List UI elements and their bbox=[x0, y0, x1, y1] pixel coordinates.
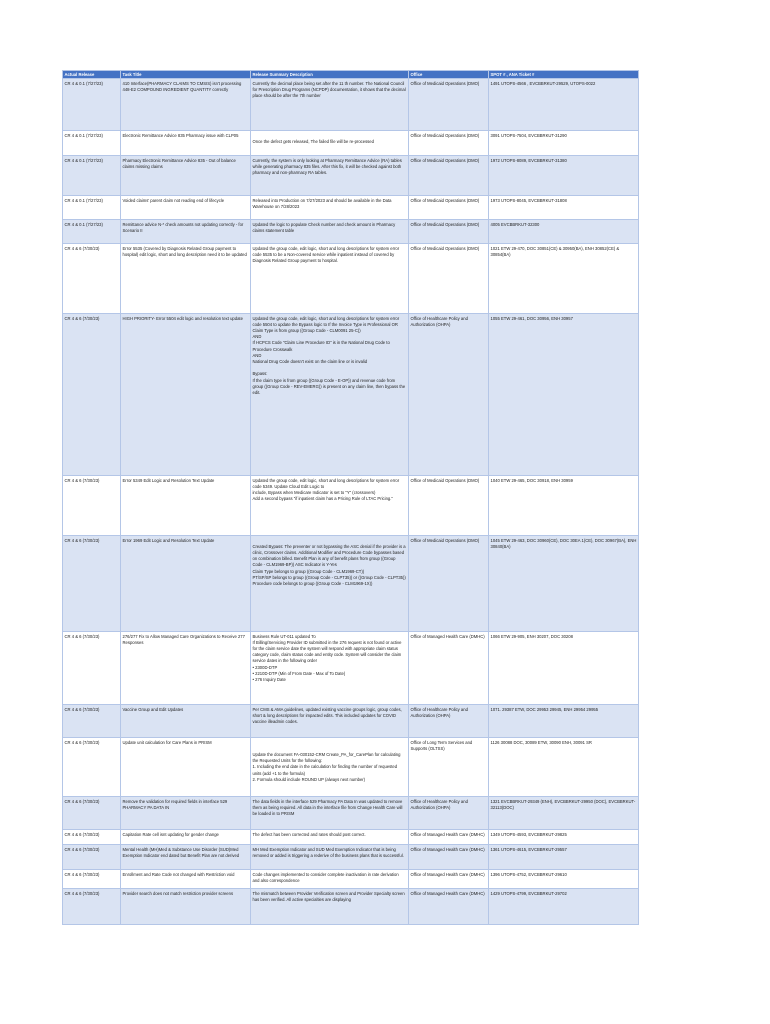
cell-release-summary[interactable]: Currently the decimal place being set after the 11 th number. The National Council for Prescription Drug Programs (NCPDP) documentation, it shows that the decimal place should be after the 7th number bbox=[251, 79, 409, 131]
header-row bbox=[63, 71, 639, 79]
cell-release-summary[interactable]: Updated the logic to populate Check number and check amount in Pharmacy claims statement table bbox=[251, 220, 409, 244]
cell-office[interactable]: Office of Long Term Services and Supports (OLTSS) bbox=[409, 738, 489, 797]
table-row bbox=[63, 476, 639, 536]
cell-task-title[interactable]: Electronic Remittance Advice 835 Pharmacy issue with CLP05 bbox=[121, 131, 251, 156]
cell-task-title[interactable]: Pharmacy Electronic Remittance Advice 835 - Out of balance claims missing claims bbox=[121, 156, 251, 196]
cell-task-title[interactable]: Capitation Rate cell isnt updating for gender change bbox=[121, 830, 251, 845]
cell-spot-ana-ticket[interactable]: 1349 UTOPS-4593, EVCBBRKUT-29825 bbox=[489, 830, 639, 845]
cell-actual-release[interactable]: CR 4 & 6 (7/30/23) bbox=[63, 314, 121, 476]
cell-spot-ana-ticket[interactable]: 1045 ETW 29-463, DOC 30960(CE), DOC 30EA 1(CE), DOC 30967(BA), ENH 30840(BA) bbox=[489, 536, 639, 632]
cell-spot-ana-ticket[interactable]: 1126 30088 DOC, 30089 ETW, 30090 ENH, 30091 SR bbox=[489, 738, 639, 797]
header-office[interactable]: Office bbox=[409, 71, 489, 79]
cell-task-title[interactable]: Update unit calculation for Care Plans in PRISM bbox=[121, 738, 251, 797]
cell-spot-ana-ticket[interactable]: 1066 ETW 29-905, ENH 30207, DOC 30208 bbox=[489, 632, 639, 705]
cell-release-summary[interactable]: The mismatch between Provider Verification screen and Provider Specialty screen has been verified. All active specialties are displaying bbox=[251, 889, 409, 925]
spreadsheet bbox=[62, 70, 638, 925]
cell-spot-ana-ticket[interactable]: 3091 UTOPS-7504, EVCBBRKUT-31290 bbox=[489, 131, 639, 156]
cell-office[interactable]: Office of Managed Health Care (DMHC) bbox=[409, 632, 489, 705]
cell-actual-release[interactable]: CR 4 & 0.1 (7/27/23) bbox=[63, 131, 121, 156]
cell-office[interactable]: Office of Medicaid Operations (DMO) bbox=[409, 220, 489, 244]
cell-spot-ana-ticket[interactable]: 1021 ETW 29-470, DOC 30851(CE) & 30950(BA), ENH 30852(CE) & 30854(BA) bbox=[489, 244, 639, 314]
cell-release-summary[interactable]: Code changes implemented to consider complete inactivation in rate derivation and also correspondence bbox=[251, 870, 409, 889]
table-row bbox=[63, 79, 639, 131]
cell-spot-ana-ticket[interactable]: 1973 UTOPS-8045, EVCBBRKUT-31808 bbox=[489, 196, 639, 220]
cell-spot-ana-ticket[interactable]: 1361 UTOPS-4615, EVCBBRKUT-29557 bbox=[489, 845, 639, 870]
header-release-summary[interactable]: Release Summary Description bbox=[251, 71, 409, 79]
cell-release-summary[interactable]: Updated the group code, edit logic, short and long descriptions for system error code 5349. Update Cloud Edit Logic to include, Bypass when Medicare Indicator is set to "Y" (crossovers) Add a second bypass "if inpatient claim has a Pricing Rule of LTAC Pricing." bbox=[251, 476, 409, 536]
cell-release-summary[interactable]: Update the document FA-030152-CRM Create_PA_for_CarePlan for calculating the Requested Units for the following: 1. Including the end date in the calculation for finding the number of requested units (add +1 to the formula) 2. Formula should include ROUND UP (always next number) bbox=[251, 738, 409, 797]
cell-release-summary[interactable]: MH Med Exemption Indicator and SUD Med Exemption Indicator that is being removed or added is triggering a rederive of the business plans that is successful. bbox=[251, 845, 409, 870]
cell-actual-release[interactable]: CR 4 & 6 (7/30/23) bbox=[63, 797, 121, 830]
cell-spot-ana-ticket[interactable]: 1055 ETW 29-461, DOC 30956, ENH 30957 bbox=[489, 314, 639, 476]
cell-task-title[interactable]: Enrollment and Rate Code not changed with Restriction void bbox=[121, 870, 251, 889]
cell-actual-release[interactable]: CR 4 & 6 (7/30/23) bbox=[63, 830, 121, 845]
cell-office[interactable]: Office of Medicaid Operations (DMO) bbox=[409, 79, 489, 131]
cell-actual-release[interactable]: CR 4 & 6 (7/30/23) bbox=[63, 632, 121, 705]
cell-office[interactable]: Office of Medicaid Operations (DMO) bbox=[409, 244, 489, 314]
cell-release-summary[interactable]: Per CMS & AMA guidelines, updated existing vaccine groups logic, group codes, short & long descriptions for impacted edits. This included updates for COVID vaccine illeadmin codes. bbox=[251, 705, 409, 738]
cell-spot-ana-ticket[interactable]: 1040 ETW 29-465, DOC 30918, ENH 30959 bbox=[489, 476, 639, 536]
table-row bbox=[63, 220, 639, 244]
table-row bbox=[63, 536, 639, 632]
cell-task-title[interactable]: Mental Health (MH)Med & Substance Use Disorder (SUD)Med Exemption Indicator end dated but Benefit Plan are not derived bbox=[121, 845, 251, 870]
cell-release-summary[interactable]: Currently, the system is only looking at Pharmacy Remittance Advice (RA) tables while generating pharmacy 835 files. After this fix, it will be checked against both pharmacy and non-pharmacy RA tables. bbox=[251, 156, 409, 196]
cell-release-summary[interactable]: Updated the group code, edit logic, short and long descriptions for system error code 5535 to be a Non-covered service while inpatient instead of covered by Diagnosis Related Group payment to hospital. bbox=[251, 244, 409, 314]
cell-spot-ana-ticket[interactable]: 1429 UTOPS-4799, EVCBBRKUT-29702 bbox=[489, 889, 639, 925]
cell-actual-release[interactable]: CR 4 & 6 (7/30/23) bbox=[63, 889, 121, 925]
cell-release-summary[interactable]: The data fields in the interface 529 Pharmacy PA Data In was updated to remove them as being required. All data in the interface file from Change Health Care will be loaded in to PRISM bbox=[251, 797, 409, 830]
cell-spot-ana-ticket[interactable]: 1972 UTOPS-8089, EVCBBRKUT-31380 bbox=[489, 156, 639, 196]
cell-actual-release[interactable]: CR 4 & 6 (7/30/23) bbox=[63, 705, 121, 738]
cell-release-summary[interactable]: Released into Production on 7/27/2023 and should be available in the Data Warehouse on 7/28/2023 bbox=[251, 196, 409, 220]
cell-office[interactable]: Office of Medicaid Operations (DMO) bbox=[409, 131, 489, 156]
table-row bbox=[63, 797, 639, 830]
cell-release-summary[interactable]: The defect has been corrected and rates should post correct. bbox=[251, 830, 409, 845]
cell-task-title[interactable]: HIGH PRIORITY- Error 5504 edit logic and resolution text update bbox=[121, 314, 251, 476]
table-row bbox=[63, 314, 639, 476]
cell-spot-ana-ticket[interactable]: 1071. 29387 ETW, DOC 29953 29945, ENH 29954 29955 bbox=[489, 705, 639, 738]
header-spot-ana-ticket[interactable]: SPOT # , ANA Ticket # bbox=[489, 71, 639, 79]
cell-release-summary[interactable]: Business Rule UT-011 updated To If Billing/Servicing Provider ID submitted in the 276 request is not found or active for the claim service date the system will respond with appropriate claim status category code, claim status code and entity code. System will consider the claim service dates in the following order • 2300D-DTP • 2210D-DTP (Min of From Date - Max of To Date) • 276 Inquiry Date bbox=[251, 632, 409, 705]
cell-task-title[interactable]: 410 Interface(PHARMACY CLAIMS TO CMSIS) isn't processing 448-E2 COMPOUND INGREDIENT QUANTITY correctly bbox=[121, 79, 251, 131]
cell-office[interactable]: Office of Medicaid Operations (DMO) bbox=[409, 476, 489, 536]
cell-actual-release[interactable]: CR 4 & 0.1 (7/27/23) bbox=[63, 156, 121, 196]
cell-office[interactable]: Office of Medicaid Operations (DMO) bbox=[409, 156, 489, 196]
cell-task-title[interactable]: Error 1969 Edit Logic and Resolution Text Update bbox=[121, 536, 251, 632]
table-row bbox=[63, 738, 639, 797]
cell-release-summary[interactable]: Once the defect gets released, The failed file will be re-processed bbox=[251, 131, 409, 156]
cell-spot-ana-ticket[interactable]: 4005 EVCBBRKUT-32300 bbox=[489, 220, 639, 244]
cell-release-summary[interactable]: Updated the group code, edit logic, short and long descriptions for system error code 5504 to update the Bypass logic to If the Invoice Type is Professional OR Claim Type is from group ((Group Code - CLM0091 25-C)) AND If HCPCS Code "Claim Line Procedure ID" is in the National Drug Code to Procedure Crosswalk AND National Drug Code doesn't exist on the claim line or is invalid Bypass: If the claim type is from group ((Group Code - E-OP)) and revenue code from group ((Group Code - REV-EMERG)) is present on any claim line, then bypass the edit. bbox=[251, 314, 409, 476]
cell-office[interactable]: Office of Managed Health Care (DMHC) bbox=[409, 830, 489, 845]
cell-actual-release[interactable]: CR 4 & 6 (7/30/23) bbox=[63, 845, 121, 870]
cell-office[interactable]: Office of Medicaid Operations (DMO) bbox=[409, 536, 489, 632]
header-task-title[interactable]: Task Title bbox=[121, 71, 251, 79]
cell-task-title[interactable]: Remove the validation for required fields in interface 529 PHARMACY PA DATA IN bbox=[121, 797, 251, 830]
cell-actual-release[interactable]: CR 4 & 6 (7/30/23) bbox=[63, 244, 121, 314]
cell-task-title[interactable]: 276/277 Fix to Allow Managed Care Organizations to Receive 277 Responses bbox=[121, 632, 251, 705]
cell-actual-release[interactable]: CR 4 & 6 (7/30/23) bbox=[63, 476, 121, 536]
cell-spot-ana-ticket[interactable]: 1396 UTOPS-4752, EVCBBRKUT-29610 bbox=[489, 870, 639, 889]
cell-office[interactable]: Office of Healthcare Policy and Authorization (OHPA) bbox=[409, 314, 489, 476]
cell-office[interactable]: Office of Healthcare Policy and Authorization (OHPA) bbox=[409, 705, 489, 738]
cell-actual-release[interactable]: CR 4 & 6 (7/30/23) bbox=[63, 870, 121, 889]
cell-task-title[interactable]: Error 5535 (Covered by Diagnosis Related Group payment to hospital) edit logic, short and long description need it to be updated bbox=[121, 244, 251, 314]
cell-task-title[interactable]: Vaccine Group and Edit Updates bbox=[121, 705, 251, 738]
header-actual-release[interactable]: Actual Release bbox=[63, 71, 121, 79]
table-row bbox=[63, 870, 639, 889]
cell-task-title[interactable]: Error 5349 Edit Logic and Resolution Text Update bbox=[121, 476, 251, 536]
cell-actual-release[interactable]: CR 4 & 0.1 (7/27/23) bbox=[63, 196, 121, 220]
table-row bbox=[63, 244, 639, 314]
table-row bbox=[63, 845, 639, 870]
table-row bbox=[63, 830, 639, 845]
cell-task-title[interactable]: Provider search does not match restriction provider screens bbox=[121, 889, 251, 925]
cell-release-summary[interactable]: Created Bypass: The preventer or not bypassing the ASC denial if the provider is a clinic, Crossover claims. Additional Modifier and Procedure Code bypasses based on combination billed. Benefit Plan is any of benefit plans from group ((Group Code - CLM1969-BP)) ASC Indicator is Y-Yes Claim Type belongs to group ((Group Code - CLM1969-CT)) PT/SP/SP belongs to group ((Group Code - CLPT35)) or ((Group Code - CLPT35)) Procedure code belongs to group ((Group Code - CLM1969-1X)) bbox=[251, 536, 409, 632]
release-table bbox=[62, 70, 639, 925]
cell-office[interactable]: Office of Managed Health Care (DMHC) bbox=[409, 870, 489, 889]
cell-actual-release[interactable]: CR 4 & 0.1 (7/27/23) bbox=[63, 79, 121, 131]
table-row bbox=[63, 889, 639, 925]
cell-office[interactable]: Office of Healthcare Policy and Authorization (OHPA) bbox=[409, 797, 489, 830]
cell-office[interactable]: Office of Managed Health Care (DMHC) bbox=[409, 845, 489, 870]
table-row bbox=[63, 632, 639, 705]
cell-actual-release[interactable]: CR 4 & 6 (7/30/23) bbox=[63, 738, 121, 797]
cell-actual-release[interactable]: CR 4 & 0.1 (7/27/23) bbox=[63, 220, 121, 244]
cell-office[interactable]: Office of Medicaid Operations (DMO) bbox=[409, 196, 489, 220]
cell-spot-ana-ticket[interactable]: 1491 UTOPS-4566 , EVCBBRKUT-29529, UTOPS-0022 bbox=[489, 79, 639, 131]
cell-spot-ana-ticket[interactable]: 1321 EVCBBRKUT-29349 (ENH), EVCBBRKUT-29950 (DOC), EVCBBRKUT-32113(DOC) bbox=[489, 797, 639, 830]
cell-task-title[interactable]: Voided claims' parent claim not reading end of lifecycle bbox=[121, 196, 251, 220]
cell-office[interactable]: Office of Managed Health Care (DMHC) bbox=[409, 889, 489, 925]
table-row bbox=[63, 156, 639, 196]
cell-task-title[interactable]: Remittance advice N-* check amounts not updating correctly - for Scenario II bbox=[121, 220, 251, 244]
table-row bbox=[63, 131, 639, 156]
cell-actual-release[interactable]: CR 4 & 6 (7/30/23) bbox=[63, 536, 121, 632]
table-row bbox=[63, 705, 639, 738]
table-row bbox=[63, 196, 639, 220]
